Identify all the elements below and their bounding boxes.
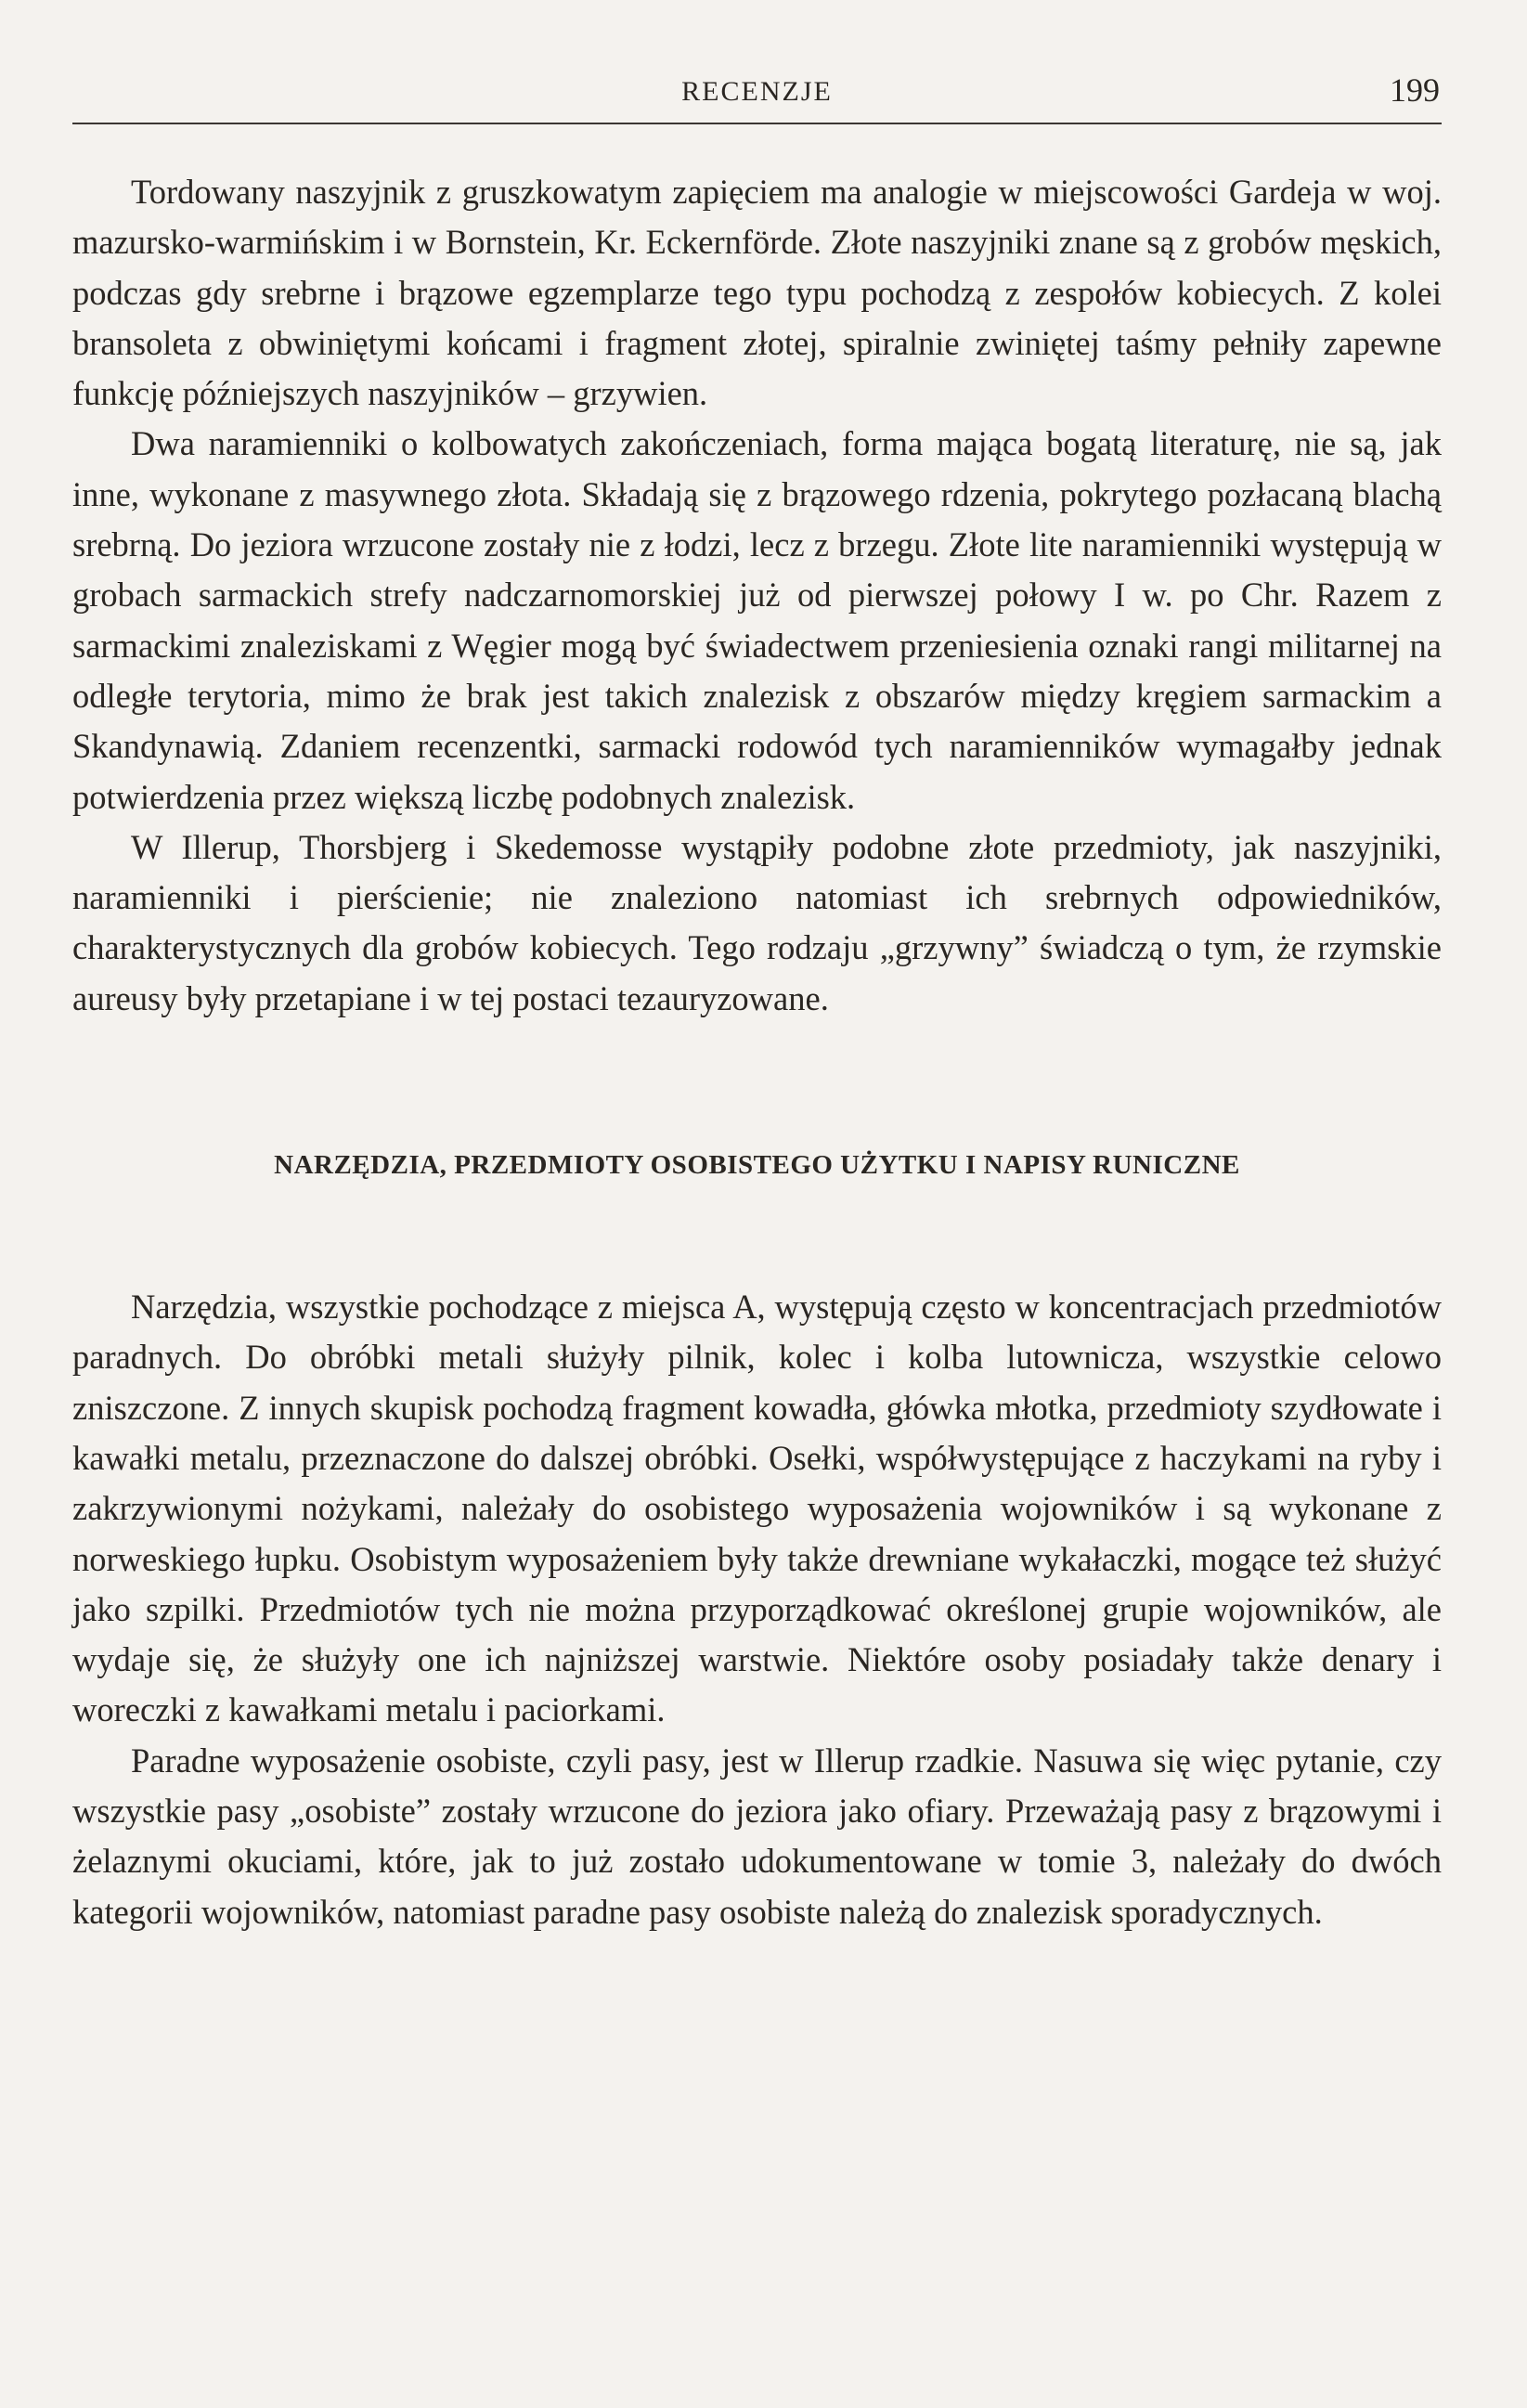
page-number: 199 bbox=[1390, 71, 1440, 109]
running-title: RECENZJE bbox=[681, 76, 833, 107]
running-header bbox=[72, 67, 1442, 124]
body-text bbox=[72, 167, 1442, 1937]
paragraph: Narzędzia, wszystkie pochodzące z miejsca A, występują często w koncentracjach przedmiotów paradnych. Do obróbki metali służyły pilnik, kolec i kolba lutownicza, wszystkie celowo zniszczone. Z innych skupisk pochodzą fragment kowadła, główka młotka, przedmioty szydłowate i kawałki metalu, przeznaczone do dalszej obróbki. Osełki, współwystępujące z haczykami na ryby i zakrzywionymi nożykami, należały do osobistego wyposażenia wojowników i są wykonane z norweskiego łupku. Osobistym wyposażeniem były także drewniane wykałaczki, mogące też służyć jako szpilki. Przedmiotów tych nie można przyporządkować określonej grupie wojowników, ale wydaje się, że służyły one ich najniższej warstwie. Niektóre osoby posiadały także denary i woreczki z kawałkami metalu i paciorkami. bbox=[72, 1288, 1442, 1729]
paragraph: Tordowany naszyjnik z gruszkowatym zapięciem ma analogie w miejscowości Gardeja w woj. mazursko-warmińskim i w Bornstein, Kr. Eckernförde. Złote naszyjniki znane są z grobów męskich, podczas gdy srebrne i brązowe egzemplarze tego typu pochodzą z zespołów kobiecych. Z kolei bransoleta z obwiniętymi końcami i fragment złotej, spiralnie zwiniętej taśmy pełniły zapewne funkcję późniejszych naszyjników – grzywien. bbox=[72, 173, 1442, 413]
paragraph: Dwa naramienniki o kolbowatych zakończeniach, forma mająca bogatą literaturę, nie są, jak inne, wykonane z masywnego złota. Składają się z brązowego rdzenia, pokrytego pozłacaną blachą srebrną. Do jeziora wrzucone zostały nie z łodzi, lecz z brzegu. Złote lite naramienniki występują w grobach sarmackich strefy nadczarnomorskiej już od pierwszej połowy I w. po Chr. Razem z sarmackimi znaleziskami z Węgier mogą być świadectwem przeniesienia oznaki rangi militarnej na odległe terytoria, mimo że brak jest takich znalezisk z obszarów między kręgiem sarmackim a Skandynawią. Zdaniem recenzentki, sarmacki rodowód tych naramienników wymagałby jednak potwierdzenia przez większą liczbę podobnych znalezisk. bbox=[72, 424, 1442, 816]
paragraph: W Illerup, Thorsbjerg i Skedemosse wystąpiły podobne złote przedmioty, jak naszyjniki, naramienniki i pierścienie; nie znaleziono natomiast ich srebrnych odpowiedników, charakterystycznych dla grobów kobiecych. Tego rodzaju „grzywny” świadczą o tym, że rzymskie aureusy były przetapiane i w tej postaci tezauryzowane. bbox=[72, 827, 1442, 1017]
paragraph: Paradne wyposażenie osobiste, czyli pasy, jest w Illerup rzadkie. Nasuwa się więc pytanie, czy wszystkie pasy „osobiste” zostały wrzucone do jeziora jako ofiary. Przeważają pasy z brązowymi i żelaznymi okuciami, które, jak to już zostało udokumentowane w tomie 3, należały do dwóch kategorii wojowników, natomiast paradne pasy osobiste należą do znalezisk sporadycznych. bbox=[72, 1741, 1442, 1931]
section-heading: NARZĘDZIA, PRZEDMIOTY OSOBISTEGO UŻYTKU I NAPISY RUNICZNE bbox=[274, 1150, 1240, 1181]
